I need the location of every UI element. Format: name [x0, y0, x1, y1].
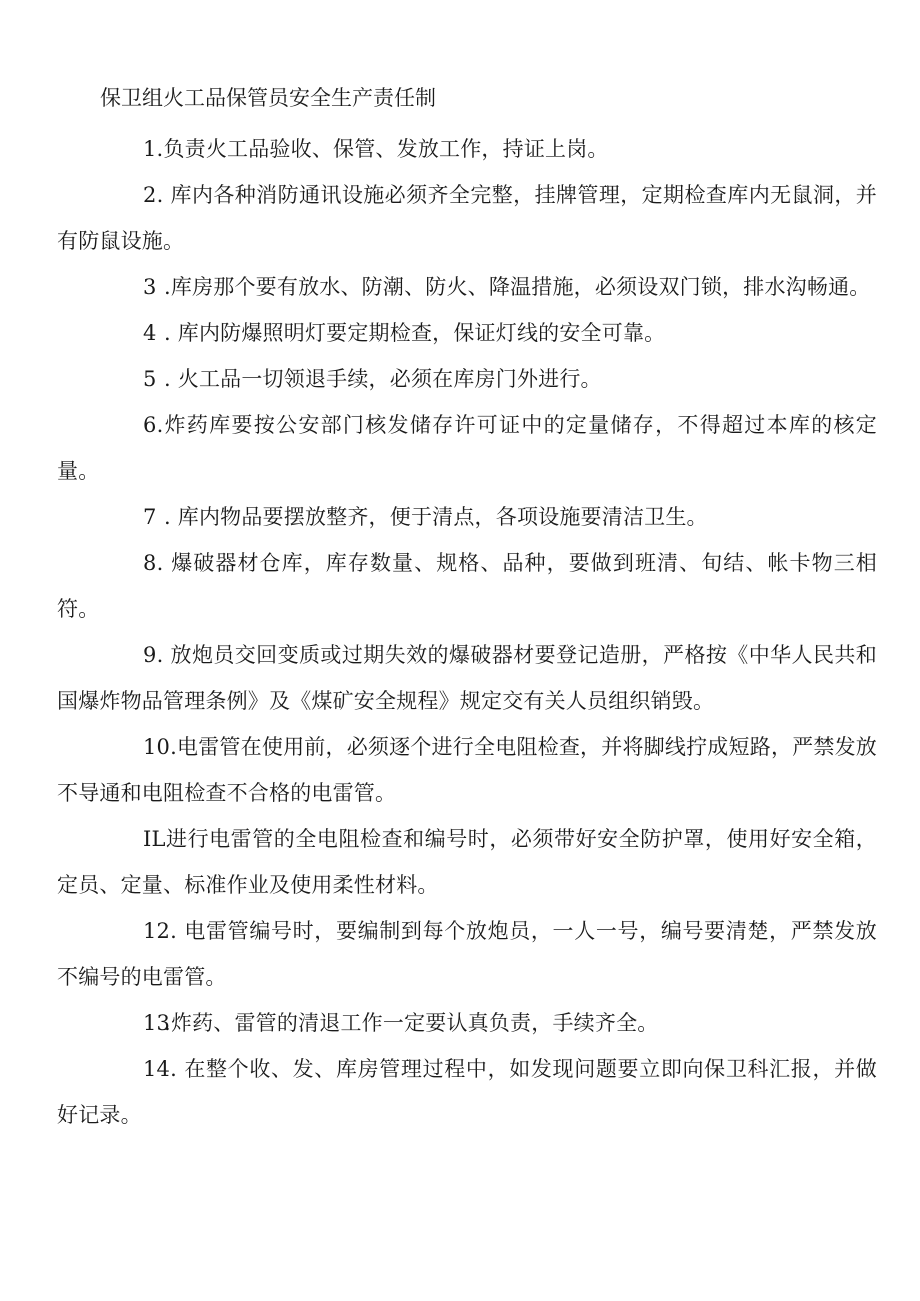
clause-10	[57, 724, 877, 816]
document-title: 保卫组火工品保管员安全生产责任制	[100, 86, 436, 110]
clause-text: . 火工品一切领退手续，必须在库房门外进行。	[164, 367, 602, 391]
clause-text: 进行电雷管的全电阻检查和编号时，必须带好安全防护罩，使用好安全箱，定员、定量、标准作业及使用柔性材料。	[57, 827, 877, 897]
clause-number: 6	[143, 413, 157, 437]
clause-14	[57, 1046, 877, 1138]
clause-number: 14	[143, 1057, 171, 1081]
clause-2	[57, 172, 877, 264]
clause-6	[57, 402, 877, 494]
clause-number: 3	[143, 275, 157, 299]
clause-9	[57, 632, 877, 724]
clause-4	[57, 310, 877, 356]
clause-text: .炸药库要按公安部门核发储存许可证中的定量储存，不得超过本库的核定量。	[57, 413, 877, 483]
clause-12	[57, 908, 877, 1000]
clause-11	[57, 816, 877, 908]
clause-number: 2	[143, 183, 157, 207]
clause-text: . 库内防爆照明灯要定期检查，保证灯线的安全可靠。	[164, 321, 666, 345]
clause-number: 1.	[143, 137, 164, 161]
clause-number: 13	[143, 1011, 171, 1035]
document-body	[57, 126, 877, 1138]
clause-text: . 电雷管编号时，要编制到每个放炮员，一人一号，编号要清楚，严禁发放不编号的电雷管。	[57, 919, 877, 989]
clause-3	[57, 264, 877, 310]
clause-text: . 在整个收、发、库房管理过程中，如发现问题要立即向保卫科汇报，并做好记录。	[57, 1057, 877, 1127]
clause-number: 9	[143, 643, 157, 667]
clause-text: . 库内各种消防通讯设施必须齐全完整，挂牌管理，定期检查库内无鼠洞，并有防鼠设施。	[57, 183, 877, 253]
clause-13	[57, 1000, 877, 1046]
clause-number: 8	[143, 551, 157, 575]
clause-number: 10	[143, 735, 171, 759]
clause-number: 7	[143, 505, 157, 529]
clause-text: 负责火工品验收、保管、发放工作，持证上岗。	[163, 137, 609, 161]
clause-text: . 爆破器材仓库，库存数量、规格、品种，要做到班清、旬结、帐卡物三相符。	[57, 551, 877, 621]
clause-1	[57, 126, 877, 172]
clause-number: IL	[143, 827, 166, 851]
clause-8	[57, 540, 877, 632]
clause-number: 5	[143, 367, 157, 391]
clause-5	[57, 356, 877, 402]
clause-text: .库房那个要有放水、防潮、防火、降温措施，必须设双门锁，排水沟畅通。	[164, 275, 871, 299]
clause-number: 12	[143, 919, 171, 943]
clause-7	[57, 494, 877, 540]
clause-text: .炸药、雷管的清退工作一定要认真负责，手续齐全。	[164, 1011, 659, 1035]
clause-text: .电雷管在使用前，必须逐个进行全电阻检查，并将脚线拧成短路，严禁发放不导通和电阻检查不合格的电雷管。	[57, 735, 877, 805]
clause-text: . 库内物品要摆放整齐，便于清点，各项设施要清洁卫生。	[164, 505, 708, 529]
clause-number: 4	[143, 321, 157, 345]
clause-text: . 放炮员交回变质或过期失效的爆破器材要登记造册，严格按《中华人民共和国爆炸物品管理条例》及《煤矿安全规程》规定交有关人员组织销毁。	[57, 643, 877, 713]
